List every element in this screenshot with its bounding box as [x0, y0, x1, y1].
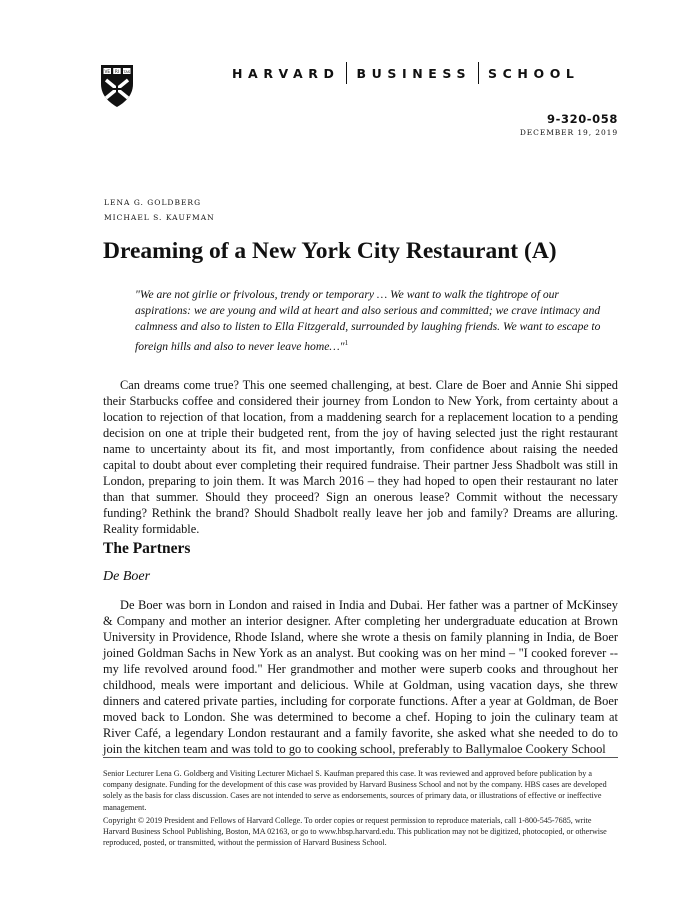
- case-title: Dreaming of a New York City Restaurant (A): [103, 238, 557, 264]
- epigraph-text: "We are not girlie or frivolous, trendy or temporary … We want to walk the tightrope of our aspirations: we are young and wild at heart and also serious and committed; we crave intimacy and calmness and also to listen to Ella Fitzgerald, surrounded by laughing friends. We want to escape to foreign hills and also to never leave home…": [135, 288, 601, 353]
- authorship-note: Senior Lecturer Lena G. Goldberg and Visiting Lecturer Michael S. Kaufman prepared this case. It was reviewed and approved before publication by a company designate. Funding for the development of this case was provided by Harvard Business School and not by the company. HBS cases are developed solely as the basis for class discussion. Cases are not intended to serve as endorsements, sources of primary data, or illustrations of effective or ineffective management.: [103, 769, 607, 812]
- masthead-word-harvard: HARVARD: [232, 65, 340, 81]
- masthead-divider: [346, 62, 347, 84]
- footnote-ref: 1: [344, 339, 349, 347]
- masthead-word-business: BUSINESS: [356, 65, 472, 81]
- epigraph-quote: [135, 287, 605, 355]
- harvard-shield-icon: [100, 64, 134, 108]
- masthead-divider: [478, 62, 479, 84]
- shield-text-tas: TAS: [123, 70, 131, 74]
- shield-text-ri: RI: [114, 69, 120, 74]
- author-name: LENA G. GOLDBERG: [104, 198, 202, 207]
- subsection-heading: De Boer: [103, 569, 151, 584]
- hbs-masthead: [232, 62, 580, 84]
- case-number: 9-320-058: [547, 112, 618, 126]
- intro-paragraph: Can dreams come true? This one seemed challenging, at best. Clare de Boer and Annie Shi sipped their Starbucks coffee and considered their journey from London to New York, from certainty about a location to rejection of that location, from a maddening search for a replacement location to a pending decision on one at triple their budgeted rent, from the joy of having selected just the right restaurant name to uncertainty about its fit, and most importantly, from confidence about raising the needed capital to doubt about ever completing their required fundraise. Their partner Jess Shadbolt was still in London, preparing to join them. It was March 2016 – they had hoped to open their restaurant no later than that summer. Should they proceed? Sign an onerous lease? Commit without the necessary funding? Rethink the brand? Should Shadbolt really leave her job and family? Dreams are alluring. Reality formidable.: [103, 378, 618, 536]
- shield-text-ve: VE: [104, 69, 111, 74]
- section-heading: The Partners: [103, 540, 191, 557]
- copyright-notice: Copyright © 2019 President and Fellows of Harvard College. To order copies or request permission to reproduce materials, call 1-800-545-7685, write Harvard Business School Publishing, Boston, MA 02163, or go to www.hbsp.harvard.edu. This publication may not be digitized, photocopied, or otherwise reproduced, posted, or transmitted, without the permission of Harvard Business School.: [103, 816, 607, 848]
- masthead-word-school: SCHOOL: [488, 65, 580, 81]
- case-date: DECEMBER 19, 2019: [519, 128, 618, 137]
- footer-divider: [103, 757, 618, 758]
- body-paragraph: De Boer was born in London and raised in India and Dubai. Her father was a partner of McKinsey & Company and mother an interior designer. After completing her undergraduate education at Brown University in Providence, Rhode Island, where she wrote a thesis on family planning in India, de Boer joined Goldman Sachs in New York as an analyst. But cooking was on her mind – "I cooked forever -- my life revolved around food." Her grandmother and mother were superb cooks and throughout her childhood, meals were important and delicious. While at Goldman, using vacation days, she threw dinners and catered private parties, including for corporate functions. After a year at Goldman, de Boer moved back to London. She was determined to become a chef. Hoping to join the culinary team at River Café, a legendary London restaurant and a family favorite, she asked what she needed to do to join the kitchen team and was told to go to cooking school, preferably to Ballymaloe Cookery School: [103, 598, 618, 756]
- author-name: MICHAEL S. KAUFMAN: [104, 213, 215, 222]
